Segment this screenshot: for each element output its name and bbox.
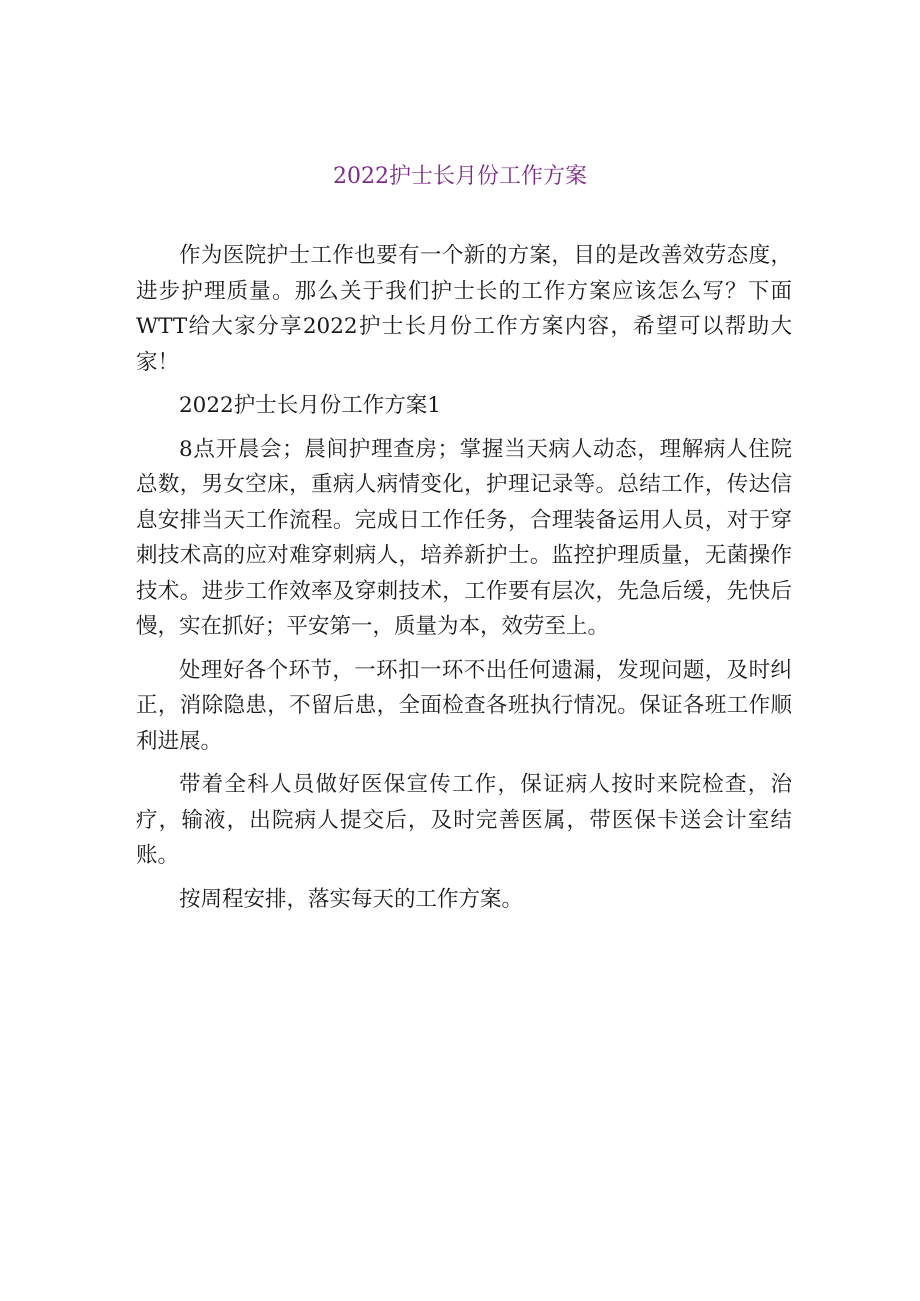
body-paragraph: 8点开晨会；晨间护理查房；掌握当天病人动态，理解病人住院总数，男女空床，重病人病情变化，护理记录等。总结工作，传达信息安排当天工作流程。完成日工作任务，合理装备运用人员，对于穿刺技术高的应对难穿刺病人，培养新护士。监控护理质量，无菌操作技术。进步工作效率及穿刺技术，工作要有层次，先急后缓，先快后慢，实在抓好；平安第一，质量为本，效劳至上。 bbox=[136, 436, 792, 639]
intro-paragraph: 作为医院护士工作也要有一个新的方案，目的是改善效劳态度，进步护理质量。那么关于我们护士长的工作方案应该怎么写？下面WTT给大家分享2022护士长月份工作方案内容，希望可以帮助大家！ bbox=[136, 243, 792, 375]
document-title: 2022护士长月份工作方案 bbox=[333, 164, 587, 189]
body-paragraph: 带着全科人员做好医保宣传工作，保证病人按时来院检查，治疗，输液，出院病人提交后，及时完善医属，带医保卡送会计室结账。 bbox=[136, 772, 792, 868]
document-body bbox=[136, 238, 792, 925]
body-paragraph: 按周程安排，落实每天的工作方案。 bbox=[179, 886, 524, 912]
body-paragraph: 处理好各个环节，一环扣一环不出任何遗漏，发现问题，及时纠正，消除隐患，不留后患，全面检查各班执行情况。保证各班工作顺利进展。 bbox=[136, 657, 792, 754]
section-heading: 2022护士长月份工作方案1 bbox=[179, 393, 441, 418]
